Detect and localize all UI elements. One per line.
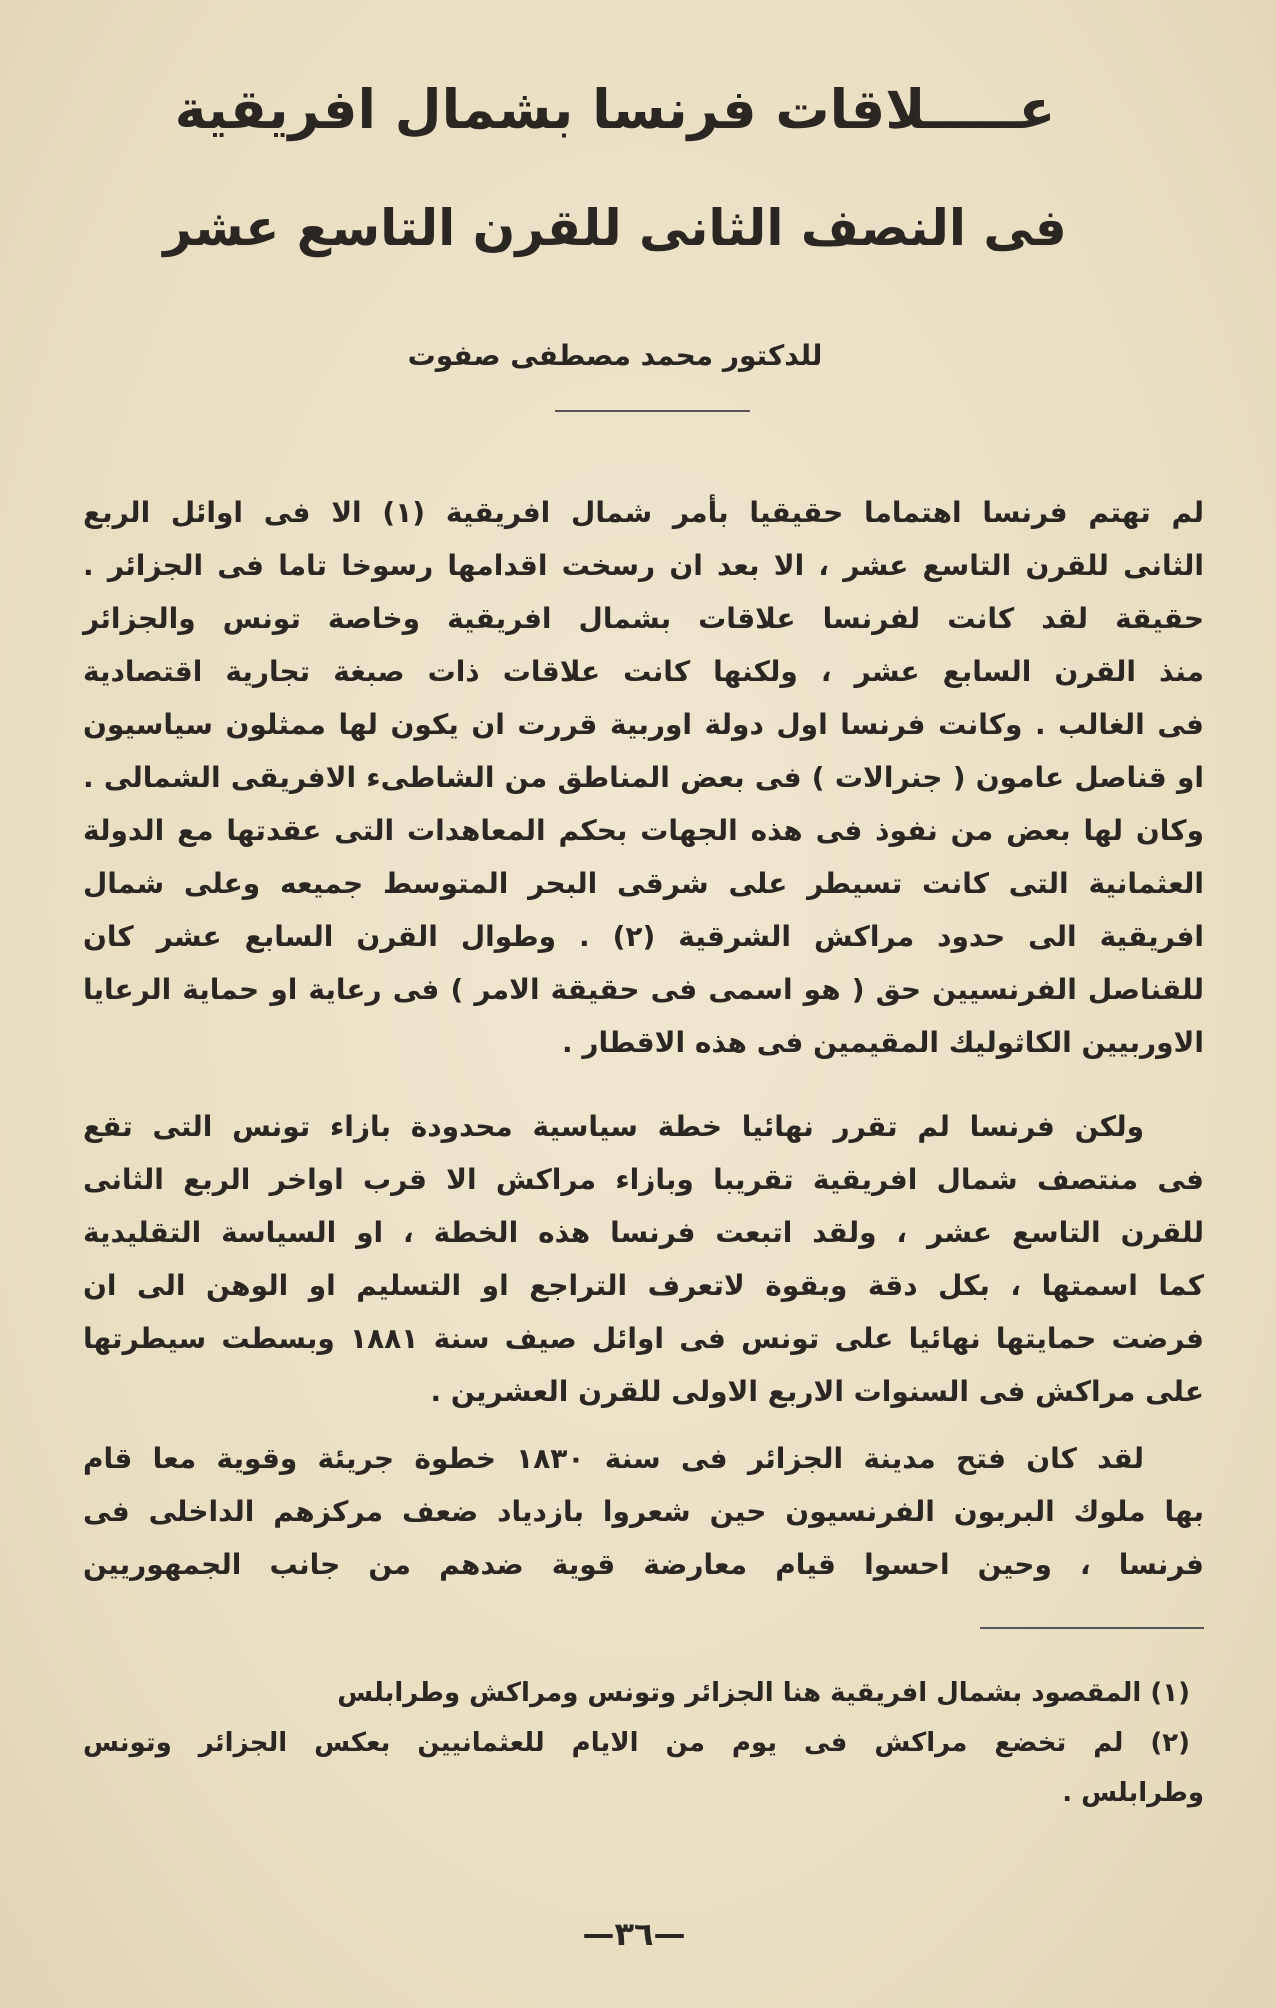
text-line: فى منتصف شمال افريقية تقريبا وبازاء مراكش الا قرب اواخر الربع الثانى bbox=[83, 1163, 1204, 1196]
paragraph-3 bbox=[83, 1432, 1204, 1591]
text-line: كما اسمتها ، بكل دقة وبقوة لاتعرف التراجع او التسليم او الوهن الى ان bbox=[83, 1269, 1204, 1302]
text-line: فى الغالب . وكانت فرنسا اول دولة اوربية قررت ان يكون لها ممثلون سياسيون bbox=[83, 708, 1204, 741]
text-line: بها ملوك البربون الفرنسيون حين شعروا بازدياد ضعف مركزهم الداخلى فى bbox=[83, 1495, 1204, 1528]
text-line: للقرن التاسع عشر ، ولقد اتبعت فرنسا هذه الخطة ، او السياسة التقليدية bbox=[83, 1216, 1204, 1249]
text-line: الثانى للقرن التاسع عشر ، الا بعد ان رسخت اقدامها رسوخا تاما فى الجزائر . bbox=[83, 549, 1204, 582]
text-line: حقيقة لقد كانت لفرنسا علاقات بشمال افريقية وخاصة تونس والجزائر bbox=[83, 602, 1204, 635]
text-line: لم تهتم فرنسا اهتماما حقيقيا بأمر شمال افريقية (١) الا فى اوائل الربع bbox=[83, 496, 1204, 529]
text-line: على مراكش فى السنوات الاربع الاولى للقرن العشرين . bbox=[430, 1375, 1204, 1408]
paragraph-2 bbox=[83, 1100, 1204, 1418]
text-line: فرضت حمايتها نهائيا على تونس فى اوائل صيف سنة ١٨٨١ وبسطت سيطرتها bbox=[83, 1322, 1204, 1355]
footnotes bbox=[83, 1668, 1204, 1818]
footnote-line: (١) المقصود بشمال افريقية هنا الجزائر وتونس ومراكش وطرابلس bbox=[337, 1678, 1190, 1708]
author-divider bbox=[555, 410, 750, 412]
text-line: افريقية الى حدود مراكش الشرقية (٢) . وطوال القرن السابع عشر كان bbox=[83, 920, 1204, 953]
footnote-divider bbox=[980, 1627, 1204, 1629]
article-title: عـــــلاقات فرنسا بشمال افريقية bbox=[174, 78, 1056, 141]
paragraph-1 bbox=[83, 486, 1204, 1069]
footnote-line: وطرابلس . bbox=[1062, 1778, 1204, 1808]
text-line: للقناصل الفرنسيين حق ( هو اسمى فى حقيقة الامر ) فى رعاية او حماية الرعايا bbox=[83, 973, 1204, 1006]
text-line: الاوربيين الكاثوليك المقيمين فى هذه الاقطار . bbox=[562, 1026, 1204, 1059]
text-line: فرنسا ، وحين احسوا قيام معارضة قوية ضدهم من جانب الجمهوريين bbox=[83, 1548, 1204, 1581]
footnote-line: (٢) لم تخضع مراكش فى يوم من الايام للعثمانيين بعكس الجزائر وتونس bbox=[83, 1728, 1190, 1758]
text-line: او قناصل عامون ( جنرالات ) فى بعض المناطق من الشاطىء الافريقى الشمالى . bbox=[83, 761, 1204, 794]
author-byline: للدكتور محمد مصطفى صفوت bbox=[407, 339, 823, 372]
text-line: وكان لها بعض من نفوذ فى هذه الجهات بحكم المعاهدات التى عقدتها مع الدولة bbox=[83, 814, 1204, 847]
page-number: —٣٦— bbox=[582, 1915, 686, 1953]
text-line: منذ القرن السابع عشر ، ولكنها كانت علاقات ذات صبغة تجارية اقتصادية bbox=[83, 655, 1204, 688]
article-subtitle: فى النصف الثانى للقرن التاسع عشر bbox=[163, 199, 1067, 257]
text-line: العثمانية التى كانت تسيطر على شرقى البحر المتوسط جميعه وعلى شمال bbox=[83, 867, 1204, 900]
text-line: لقد كان فتح مدينة الجزائر فى سنة ١٨٣٠ خطوة جريئة وقوية معا قام bbox=[83, 1442, 1144, 1475]
text-line: ولكن فرنسا لم تقرر نهائيا خطة سياسية محدودة بازاء تونس التى تقع bbox=[83, 1110, 1144, 1143]
